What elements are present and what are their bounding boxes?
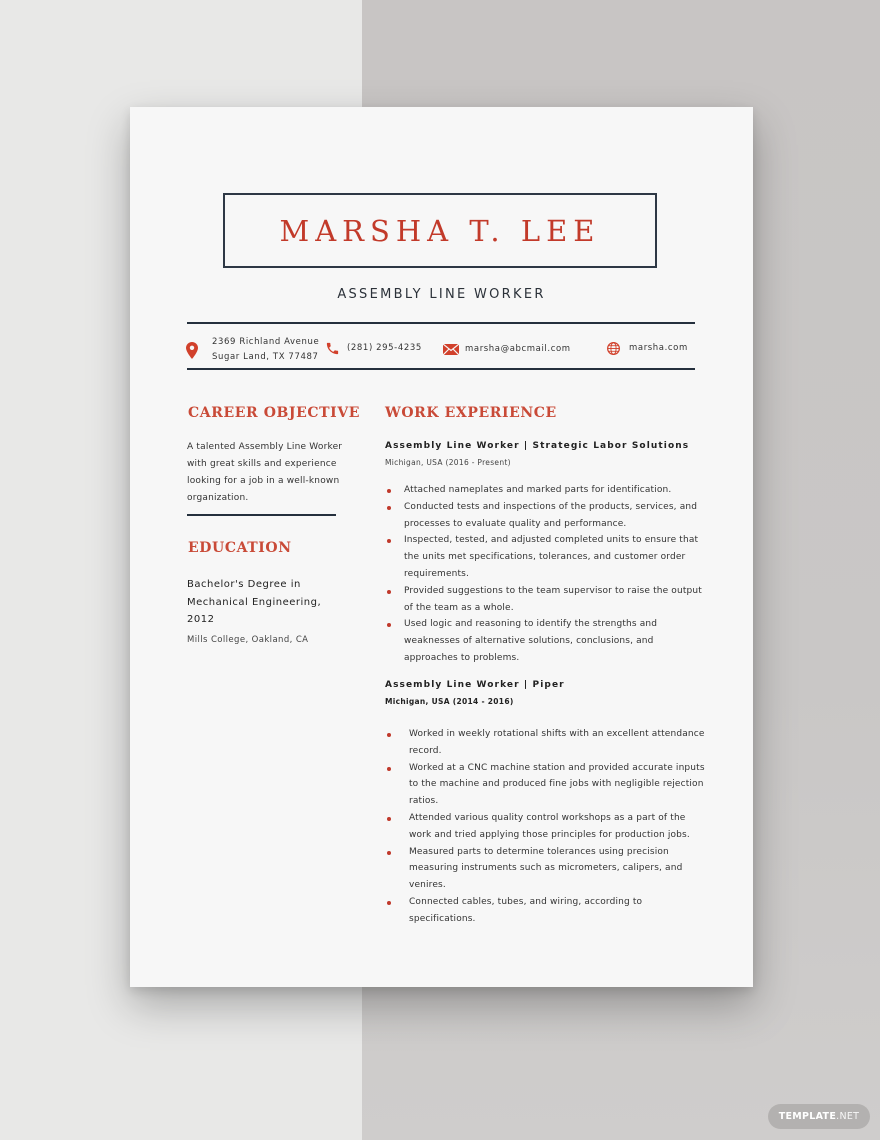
career-objective-heading: CAREER OBJECTIVE xyxy=(188,405,361,421)
left-column-divider xyxy=(187,514,336,516)
bullet-item: Used logic and reasoning to identify the strengths and weaknesses of alternative solutions, conclusions, and approaches to problems. xyxy=(385,616,710,666)
contact-website xyxy=(607,341,688,356)
job-location: Michigan, USA (2016 - Present) xyxy=(385,458,511,467)
bullet-item: Attended various quality control workshops as a part of the work and tried applying those principles for production jobs. xyxy=(385,810,710,844)
contact-phone xyxy=(325,341,422,356)
job-entry xyxy=(385,680,710,928)
contact-bar xyxy=(186,335,696,365)
address-line-1: 2369 Richland Avenue xyxy=(212,337,320,347)
job-bullets xyxy=(385,482,710,667)
contact-address xyxy=(186,335,319,365)
divider-bottom xyxy=(187,368,695,370)
education-school: Mills College, Oakland, CA xyxy=(187,634,309,645)
bullet-item: Measured parts to determine tolerances using precision measuring instruments such as micrometers, calipers, and venires. xyxy=(385,844,710,894)
address-line-2: Sugar Land, TX 77487 xyxy=(212,352,319,362)
job-location: Michigan, USA (2014 - 2016) xyxy=(385,697,514,706)
name-frame xyxy=(223,193,657,268)
work-experience-heading: WORK EXPERIENCE xyxy=(385,405,557,421)
candidate-title: ASSEMBLY LINE WORKER xyxy=(337,287,546,302)
job-title: Assembly Line Worker | Strategic Labor Solutions xyxy=(385,441,690,451)
resume-page xyxy=(130,107,753,987)
globe-icon xyxy=(607,342,620,355)
bullet-item: Provided suggestions to the team supervisor to raise the output of the team as a whole. xyxy=(385,583,710,617)
career-objective-text: A talented Assembly Line Worker with great skills and experience looking for a job in a well-known organization. xyxy=(187,442,343,503)
bullet-item: Connected cables, tubes, and wiring, according to specifications. xyxy=(385,894,710,928)
job-title: Assembly Line Worker | Piper xyxy=(385,680,565,690)
education-heading: EDUCATION xyxy=(188,540,292,556)
contact-email xyxy=(443,342,571,357)
bullet-item: Inspected, tested, and adjusted completed units to ensure that the units met specifications, tolerances, and customer order requirements. xyxy=(385,532,710,582)
email-address[interactable]: marsha@abcmail.com xyxy=(465,344,571,354)
template-net-watermark[interactable] xyxy=(768,1104,870,1129)
phone-icon xyxy=(325,341,340,356)
website-url[interactable]: marsha.com xyxy=(629,343,688,353)
education-degree: Bachelor's Degree in Mechanical Engineering, 2012 xyxy=(187,579,322,625)
bullet-item: Attached nameplates and marked parts for identification. xyxy=(385,482,710,499)
job-bullets xyxy=(385,726,710,928)
job-entry xyxy=(385,441,710,667)
envelope-icon xyxy=(443,344,459,355)
candidate-name: MARSHA T. LEE xyxy=(279,213,601,248)
watermark-brand: TEMPLATE xyxy=(778,1111,837,1122)
bullet-item: Worked in weekly rotational shifts with an excellent attendance record. xyxy=(385,726,710,760)
bullet-item: Worked at a CNC machine station and provided accurate inputs to the machine and produced fine jobs with negligible rejection ratios. xyxy=(385,760,710,810)
watermark-suffix: .NET xyxy=(836,1111,860,1122)
location-pin-icon xyxy=(186,342,198,359)
bullet-item: Conducted tests and inspections of the products, services, and processes to evaluate quality and performance. xyxy=(385,499,710,533)
education-entry xyxy=(187,576,352,645)
divider-top xyxy=(187,322,695,324)
phone-number[interactable]: (281) 295-4235 xyxy=(347,343,422,353)
